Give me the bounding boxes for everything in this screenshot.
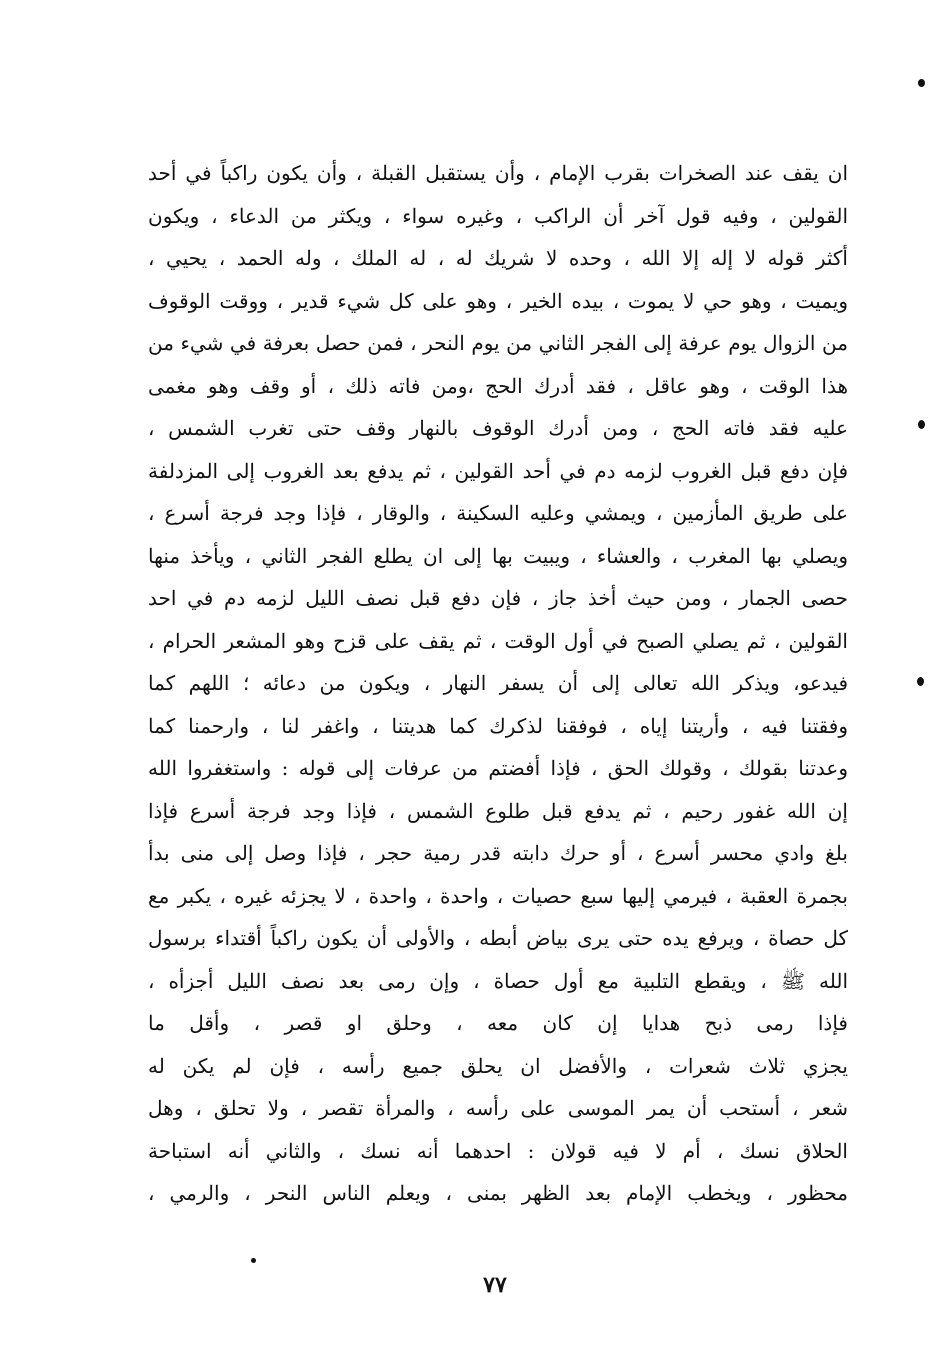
text-line-1: ان يقف عند الصخرات بقرب الإمام ، وأن يستقبل القبلة ، وأن يكون راكباً في أحد <box>148 161 848 185</box>
text-line-2: القولين ، وفيه قول آخر أن الراكب ، وغيره سواء ، ويكثر من الدعاء ، ويكون <box>148 203 848 228</box>
text-line-14: وفقتنا فيه ، وأريتنا إياه ، فوفقنا لذكرك كما هديتنا ، واغفر لنا ، وارحمنا كما <box>148 713 848 738</box>
text-line-15: وعدتنا بقولك ، وقولك الحق ، فإذا أفضتم من عرفات إلى قوله : واستغفروا الله <box>148 756 848 780</box>
text-line-20: الله ﷺ ، ويقطع التلبية مع أول حصاة ، وإن رمى بعد نصف الليل أجزأه ، <box>148 968 848 993</box>
text-line-5: من الزوال يوم عرفة إلى الفجر الثاني من يوم النحر ، فمن حصل بعرفة في شيء من <box>148 331 848 355</box>
arabic-text-body <box>148 152 848 1215</box>
text-line-4: ويميت ، وهو حي لا يموت ، بيده الخير ، وهو على كل شيء قدير ، ووقت الوقوف <box>148 288 848 313</box>
text-line-21: فإذا رمى ذبح هدايا إن كان معه ، وحلق او قصر ، وأقل ما <box>148 1011 848 1035</box>
text-line-6: هذا الوقت ، وهو عاقل ، فقد أدرك الحج ،ومن فاته ذلك ، أو وقف وهو مغمى <box>148 373 848 398</box>
text-line-8: فإن دفع قبل الغروب لزمه دم في أحد القولين ، ثم يدفع بعد الغروب إلى المزدلفة <box>148 458 848 483</box>
text-line-23: شعر ، أستحب أن يمر الموسى على رأسه ، والمرأة تقصر ، ولا تحلق ، وهل <box>148 1096 848 1120</box>
text-line-9: على طريق المأزمين ، ويمشي وعليه السكينة ، والوقار ، فإذا وجد فرجة أسرع ، <box>148 501 848 525</box>
text-line-22: يجزي ثلاث شعرات ، والأفضل ان يحلق جميع رأسه ، فإن لم يكن له <box>148 1053 848 1078</box>
text-line-25: محظور ، ويخطب الإمام بعد الظهر بمنى ، ويعلم الناس النحر ، والرمي ، <box>148 1181 848 1205</box>
margin-dot-lower <box>917 677 924 686</box>
ink-dot <box>251 1258 256 1263</box>
text-line-3: أكثر قوله لا إله إلا الله ، وحده لا شريك له ، له الملك ، وله الحمد ، يحيي ، <box>148 246 848 270</box>
text-line-16: إن الله غفور رحيم ، ثم يدفع قبل طلوع الشمس ، فإذا وجد فرجة أسرع فإذا <box>148 798 848 823</box>
page-number: ٧٧ <box>483 1272 507 1298</box>
text-line-24: الحلاق نسك ، أم لا فيه قولان : احدهما أنه نسك ، والثاني أنه استباحة <box>148 1138 848 1163</box>
margin-dot-top <box>918 79 925 87</box>
text-line-17: بلغ وادي محسر أسرع ، أو حرك دابته قدر رمية حجر ، فإذا وصل إلى منى بدأ <box>148 841 848 865</box>
text-line-7: عليه فقد فاته الحج ، ومن أدرك الوقوف بالنهار وقف حتى تغرب الشمس ، <box>148 416 848 440</box>
text-line-18: بجمرة العقبة ، فيرمي إليها سبع حصيات ، واحدة ، واحدة ، لا يجزئه غيره ، يكبر مع <box>148 883 848 908</box>
text-line-13: فيدعو، ويذكر الله تعالى إلى أن يسفر النهار ، ويكون من دعائه ؛ اللهم كما <box>148 671 848 695</box>
margin-dot-middle <box>918 420 925 429</box>
text-line-11: حصى الجمار ، ومن حيث أخذ جاز ، فإن دفع قبل نصف الليل لزمه دم في احد <box>148 586 848 610</box>
text-line-10: ويصلي بها المغرب ، والعشاء ، ويبيت بها إلى ان يطلع الفجر الثاني ، ويأخذ منها <box>148 543 848 568</box>
text-line-19: كل حصاة ، ويرفع يده حتى يرى بياض أبطه ، والأولى أن يكون راكباً أقتداء برسول <box>148 926 848 950</box>
text-line-12: القولين ، ثم يصلي الصبح في أول الوقت ، ثم يقف على قزح وهو المشعر الحرام ، <box>148 628 848 653</box>
